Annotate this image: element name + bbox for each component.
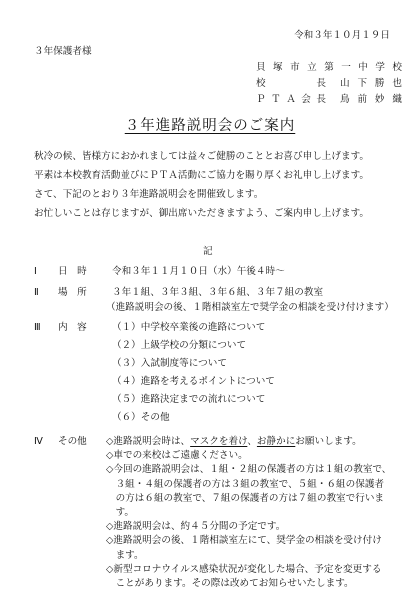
section-4-line-4: ３組・４組の保護者の方は３組の教室で、５組・６組の保護者 [106, 478, 385, 490]
section-4-line-5: の方は６組の教室で、７組の保護者の方は７組の教室で行いま [106, 492, 385, 504]
section-3-line-4: （４）進路を考えるポイントについて [112, 376, 275, 387]
ki-heading: 記 [203, 246, 213, 257]
line-1-mid: 、 [247, 436, 257, 447]
section-4-line-11: ことがあります。その際は改めてお知らせいたします。 [106, 578, 354, 589]
section-3-number: Ⅲ [34, 322, 41, 333]
section-4-line-3: ◇今回の進路説明会は、１組・２組の保護者の方は１組の教室で、 [106, 464, 392, 476]
body-line-2: 平素は本校教育活動並びにＰＴＡ活動にご協力を賜り厚くお礼申し上げます。 [34, 170, 370, 181]
section-3-line-1: （１）中学校卒業後の進路について [112, 322, 266, 333]
body-line-1: 秋冷の候、皆様方におかれましては益々ご健勝のこととお喜び申し上げます。 [34, 151, 370, 162]
principal-name: 山下勝也 [340, 78, 402, 89]
sender-school [256, 62, 402, 78]
section-4-heading: その他 [58, 436, 87, 447]
section-2-line-2: （進路説明会の後、１階相談室左で奨学金の相談を受け付けます） [106, 302, 394, 313]
section-2-heading: 場 所 [58, 287, 87, 298]
section-4-line-9: ます。 [106, 549, 144, 561]
section-4-line-7: ◇進路説明会は、約４５分間の予定です。 [106, 521, 286, 533]
section-1-line-1: 令和３年１１月１０日（水）午後４時～ [112, 266, 285, 277]
section-2-line-1: ３年１組、３年３組、３年６組、３年７組の教室 [112, 287, 324, 298]
pta-title: ＰＴＡ会長 [256, 94, 326, 105]
document-date: 令和３年１０月１９日 [294, 30, 390, 41]
section-2-number: Ⅱ [34, 287, 39, 298]
section-3-line-3: （３）入試制度等について [112, 358, 227, 369]
section-1-heading: 日 時 [58, 266, 87, 277]
sender-block [256, 62, 402, 110]
section-3-heading: 内 容 [58, 322, 87, 333]
body-line-3: さて、下記のとおり３年進路説明会を開催致します。 [34, 189, 264, 200]
quiet-notice: お静かに [256, 436, 296, 447]
section-4-line-8: ◇進路説明会の後、１階相談室左にて、奨学金の相談を受け付け [106, 535, 382, 547]
pta-name: 鳥前妙織 [340, 94, 402, 105]
recipient: ３年保護者様 [34, 46, 92, 57]
section-1-number: Ⅰ [34, 266, 37, 277]
principal-title: 校 長 [256, 78, 326, 89]
section-4-line-10: ◇新型コロナウイルス感染状況が変化した場合、予定を変更する [106, 563, 382, 575]
sender-principal [256, 78, 402, 94]
sender-pta [256, 94, 402, 110]
section-4-line-1 [106, 436, 362, 448]
section-4-number: Ⅳ [34, 436, 43, 447]
section-3-line-2: （２）上級学校の分類について [112, 340, 247, 351]
section-4-line-2: ◇車での来校はご遠慮ください。 [106, 450, 248, 462]
school-name: 貝塚市立第一中学校 [256, 62, 402, 73]
mask-notice: マスクを着け [190, 436, 248, 447]
section-3-line-6: （６）その他 [112, 412, 170, 423]
line-1-suffix: お願いします。 [295, 436, 362, 447]
section-4-line-6: す。 [106, 507, 135, 518]
body-line-4: お忙しいことは存じますが、御出席いただきますよう、ご案内申し上げます。 [34, 208, 370, 219]
page-title: ３年進路説明会のご案内 [124, 118, 296, 134]
section-3-line-5: （５）進路決定までの流れについて [112, 394, 266, 405]
line-1-prefix: ◇進路説明会時は、 [106, 436, 191, 447]
